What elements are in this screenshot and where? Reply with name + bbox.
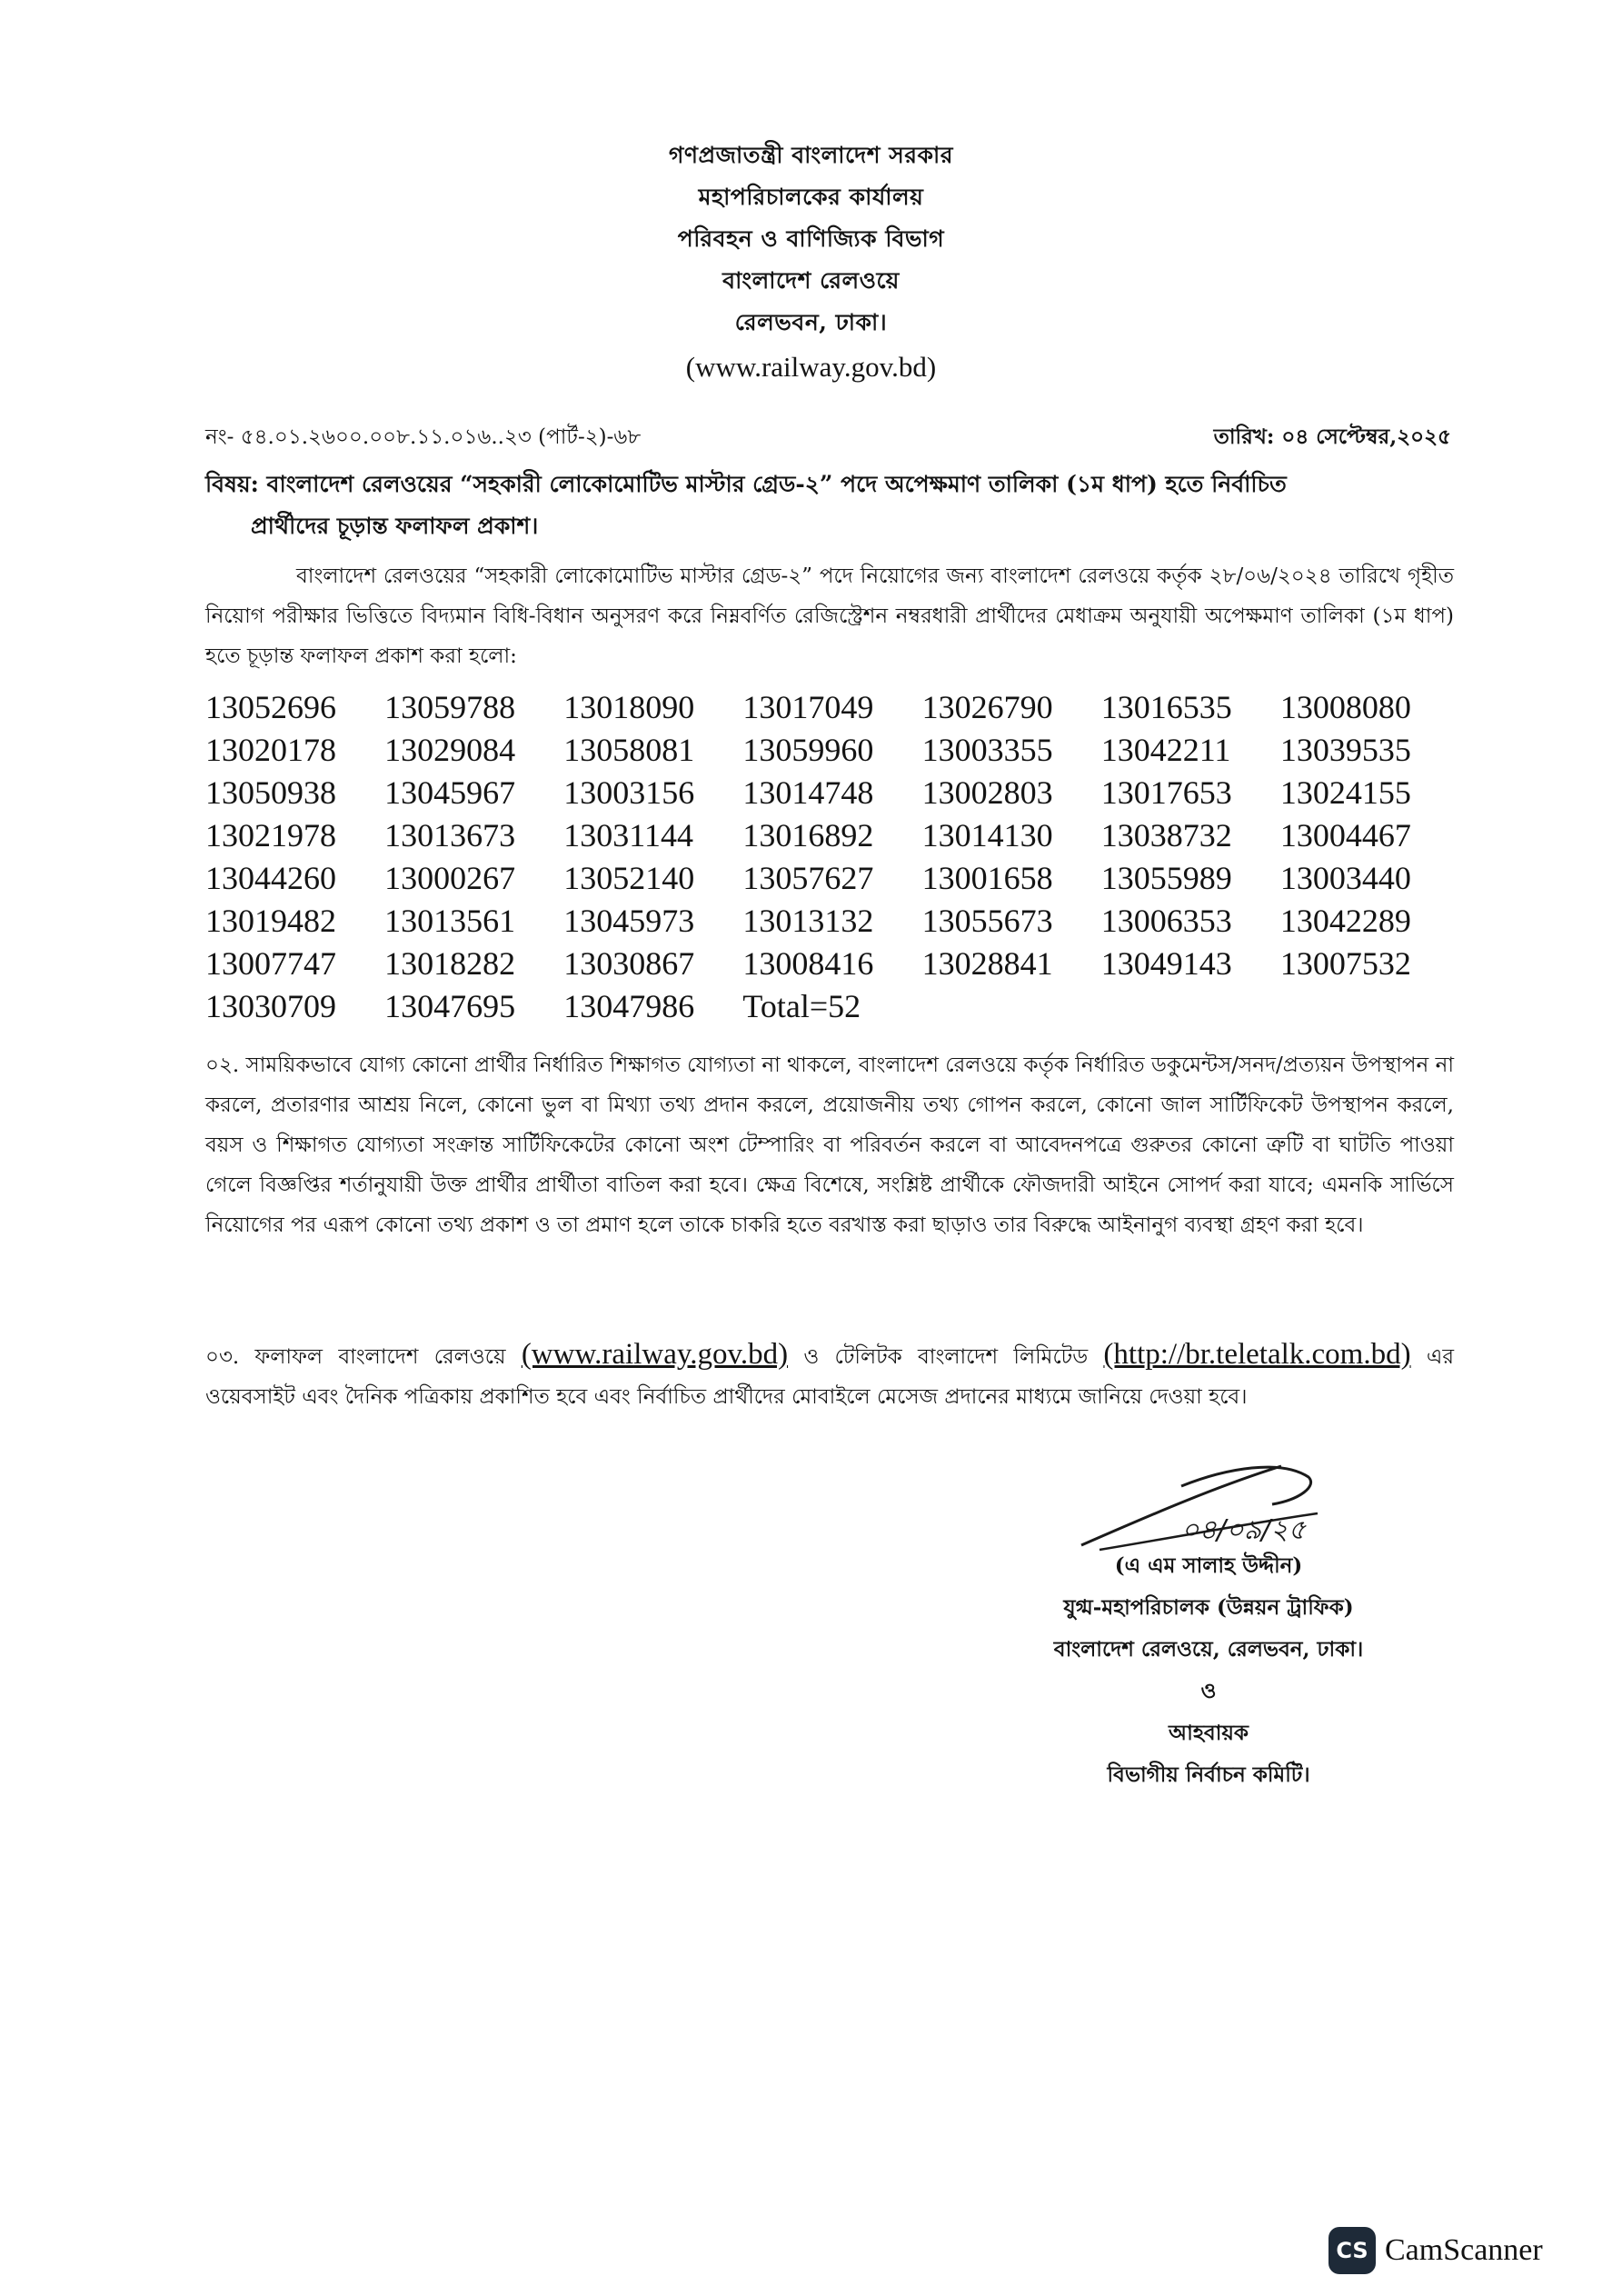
- railway-website-link[interactable]: (www.railway.gov.bd): [521, 1338, 789, 1371]
- registration-number: 13026790: [921, 689, 1053, 725]
- registration-number: 13039535: [1279, 732, 1411, 768]
- registration-number: 13038732: [1100, 817, 1232, 854]
- registration-number: 13042211: [1100, 732, 1231, 768]
- registration-number: 13007747: [205, 945, 336, 982]
- registration-number: 13057627: [742, 860, 874, 896]
- registration-number: 13000267: [384, 860, 516, 896]
- registration-number: 13013132: [742, 903, 874, 939]
- registration-row: [205, 772, 1459, 814]
- header-organization: বাংলাদেশ রেলওয়ে: [722, 267, 900, 294]
- memo-reference: নং- ৫৪.০১.২৬০০.০০৮.১১.০১৬..২৩ (পার্ট-২)-৬৮: [205, 425, 642, 449]
- signature-mark: [1045, 1450, 1427, 1559]
- registration-number: 13020178: [205, 732, 336, 768]
- registration-number: 13021978: [205, 817, 336, 854]
- header-location: রেলভবন, ঢাকা।: [734, 309, 888, 335]
- registration-row: [205, 814, 1459, 857]
- registration-number: 13018090: [563, 689, 695, 725]
- registration-number: 13059788: [384, 689, 516, 725]
- registration-number: 13052140: [563, 860, 695, 896]
- registration-number: 13050938: [205, 774, 336, 811]
- clause-03-text-3: এর ওয়েবসাইট এবং দৈনিক পত্রিকায় প্রকাশিত হবে এবং নির্বাচিত প্রার্থীদের মোবাইলে মেসেজ প্রদানের মাধ্যমে জানিয়ে দেওয়া হবে।: [205, 1345, 1454, 1409]
- registration-number: 13047695: [384, 988, 516, 1024]
- registration-number: 13014748: [742, 774, 874, 811]
- registration-number: 13018282: [384, 945, 516, 982]
- registration-number: 13003355: [921, 732, 1053, 768]
- registration-number: 13016892: [742, 817, 874, 854]
- registration-number: 13055673: [921, 903, 1053, 939]
- registration-number: [922, 985, 1101, 1028]
- registration-number: 13017049: [742, 689, 874, 725]
- handwritten-signature: [1045, 1450, 1427, 1559]
- letterhead: [0, 135, 1622, 391]
- registration-number: 13014130: [921, 817, 1053, 854]
- clause-03-text-1: ০৩. ফলাফল বাংলাদেশ রেলওয়ে: [205, 1345, 522, 1369]
- header-government: গণপ্রজাতন্ত্রী বাংলাদেশ সরকার: [669, 142, 953, 168]
- registration-row: [205, 985, 1459, 1028]
- registration-number: 13030867: [563, 945, 695, 982]
- registration-number: 13013561: [384, 903, 516, 939]
- registration-number: 13006353: [1100, 903, 1232, 939]
- subject-line-2: প্রার্থীদের চূড়ান্ত ফলাফল প্রকাশ।: [251, 513, 539, 539]
- subject-line-1: বাংলাদেশ রেলওয়ের “সহকারী লোকোমোটিভ মাস্টার গ্রেড-২” পদে অপেক্ষমাণ তালিকা (১ম ধাপ) হতে নির্বাচিত: [266, 471, 1287, 497]
- registration-number: 13042289: [1279, 903, 1411, 939]
- registration-number: 13045967: [384, 774, 516, 811]
- registration-number: 13024155: [1279, 774, 1411, 811]
- registration-number: 13058081: [563, 732, 695, 768]
- registration-row: [205, 857, 1459, 900]
- registration-number: [1280, 985, 1459, 1028]
- clause-02-paragraph: ০২. সাময়িকভাবে যোগ্য কোনো প্রার্থীর নির্ধারিত শিক্ষাগত যোগ্যতা না থাকলে, বাংলাদেশ রেলওয়ে কর্তৃক নির্ধারিত ডকুমেন্টস/সনদ/প্রত্যয়ন উপস্থাপন না করলে, প্রতারণার আশ্রয় নিলে, কোনো ভুল বা মিথ্যা তথ্য প্রদান করলে, প্রয়োজনীয় তথ্য গোপন করলে, কোনো জাল সার্টিফিকেট উপস্থাপন করলে, বয়স ও শিক্ষাগত যোগ্যতা সংক্রান্ত সার্টিফিকেটের কোনো অংশ টেম্পারিং বা পরিবর্তন করলে বা আবেদনপত্রে গুরুতর কোনো ত্রুটি বা ঘাটতি পাওয়া গেলে বিজ্ঞপ্তির শর্তানুযায়ী উক্ত প্রার্থীর প্রার্থীতা বাতিল করা হবে। ক্ষেত্র বিশেষে, সংশ্লিষ্ট প্রার্থীকে ফৌজদারী আইনে সোপর্দ করা যাবে; এমনকি সার্ভিসে নিয়োগের পর এরূপ কোনো তথ্য প্রকাশ ও তা প্রমাণ হলে তাকে চাকরি হতে বরখাস্ত করা ছাড়াও তার বিরুদ্ধে আইনানুগ ব্যবস্থা গ্রহণ করা হবে।: [205, 1053, 1454, 1237]
- registration-number: 13052696: [205, 689, 336, 725]
- total-count: Total=52: [742, 988, 861, 1024]
- registration-number: 13047986: [563, 988, 695, 1024]
- signatory-block: [954, 1545, 1463, 1796]
- registration-row: [205, 900, 1459, 943]
- registration-number: 13008416: [742, 945, 874, 982]
- subject-label: বিষয়:: [205, 471, 259, 497]
- header-office: মহাপরিচালকের কার্যালয়: [698, 184, 924, 210]
- registration-number: 13029084: [384, 732, 516, 768]
- camscanner-label: CamScanner: [1385, 2233, 1543, 2267]
- registration-number: 13055989: [1100, 860, 1232, 896]
- registration-number: 13028841: [921, 945, 1053, 982]
- signatory-title: যুগ্ম-মহাপরিচালক (উন্নয়ন ট্রাফিক): [1063, 1595, 1354, 1620]
- header-website: (www.railway.gov.bd): [685, 351, 937, 383]
- registration-number: 13008080: [1279, 689, 1411, 725]
- registration-row: [205, 943, 1459, 985]
- signatory-conjunction: ও: [1200, 1679, 1217, 1703]
- registration-number: 13002803: [921, 774, 1053, 811]
- registration-number: 13013673: [384, 817, 516, 854]
- header-department: পরিবহন ও বাণিজ্যিক বিভাগ: [677, 225, 945, 252]
- registration-number: 13045973: [563, 903, 695, 939]
- registration-number: 13003156: [563, 774, 695, 811]
- camscanner-logo-icon: CS: [1328, 2227, 1376, 2274]
- registration-number: 13049143: [1100, 945, 1232, 982]
- registration-number: 13059960: [742, 732, 874, 768]
- subject: [205, 464, 1432, 547]
- memo-date: তারিখ: ০৪ সেপ্টেম্বর,২০২৫: [1213, 424, 1451, 449]
- registration-number: [1101, 985, 1280, 1028]
- registration-number: 13004467: [1279, 817, 1411, 854]
- signatory-committee: বিভাগীয় নির্বাচন কমিটি।: [1107, 1762, 1310, 1787]
- signatory-name: (এ এম সালাহ উদ্দীন): [1114, 1553, 1303, 1578]
- clause-03-paragraph: [205, 1334, 1454, 1417]
- signature-date: ০৪/০৯/২৫: [1181, 1514, 1307, 1546]
- registration-number: 13019482: [205, 903, 336, 939]
- camscanner-watermark: [1328, 2227, 1543, 2274]
- registration-number-list: [205, 686, 1459, 1028]
- registration-number: 13007532: [1279, 945, 1411, 982]
- signatory-role: আহবায়ক: [1168, 1721, 1249, 1745]
- intro-paragraph: বাংলাদেশ রেলওয়ের “সহকারী লোকোমোটিভ মাস্টার গ্রেড-২” পদে নিয়োগের জন্য বাংলাদেশ রেলওয়ে কর্তৃক ২৮/০৬/২০২৪ তারিখে গৃহীত নিয়োগ পরীক্ষার ভিত্তিতে বিদ্যমান বিধি-বিধান অনুসরণ করে নিম্নবর্ণিত রেজিস্ট্রেশন নম্বরধারী প্রার্থীদের মেধাক্রম অনুযায়ী অপেক্ষমাণ তালিকা (১ম ধাপ) হতে চূড়ান্ত ফলাফল প্রকাশ করা হলো:: [205, 564, 1454, 668]
- registration-number: 13030709: [205, 988, 336, 1024]
- registration-number: 13001658: [921, 860, 1053, 896]
- registration-number: 13044260: [205, 860, 336, 896]
- teletalk-website-link[interactable]: (http://br.teletalk.com.bd): [1103, 1338, 1411, 1371]
- registration-number: 13003440: [1279, 860, 1411, 896]
- registration-number: 13016535: [1100, 689, 1232, 725]
- registration-number: 13017653: [1100, 774, 1232, 811]
- registration-row: [205, 686, 1459, 729]
- signatory-office: বাংলাদেশ রেলওয়ে, রেলভবন, ঢাকা।: [1053, 1637, 1364, 1662]
- registration-row: [205, 729, 1459, 772]
- clause-03-text-2: ও টেলিটক বাংলাদেশ লিমিটেড: [788, 1345, 1104, 1369]
- registration-number: 13031144: [563, 817, 693, 854]
